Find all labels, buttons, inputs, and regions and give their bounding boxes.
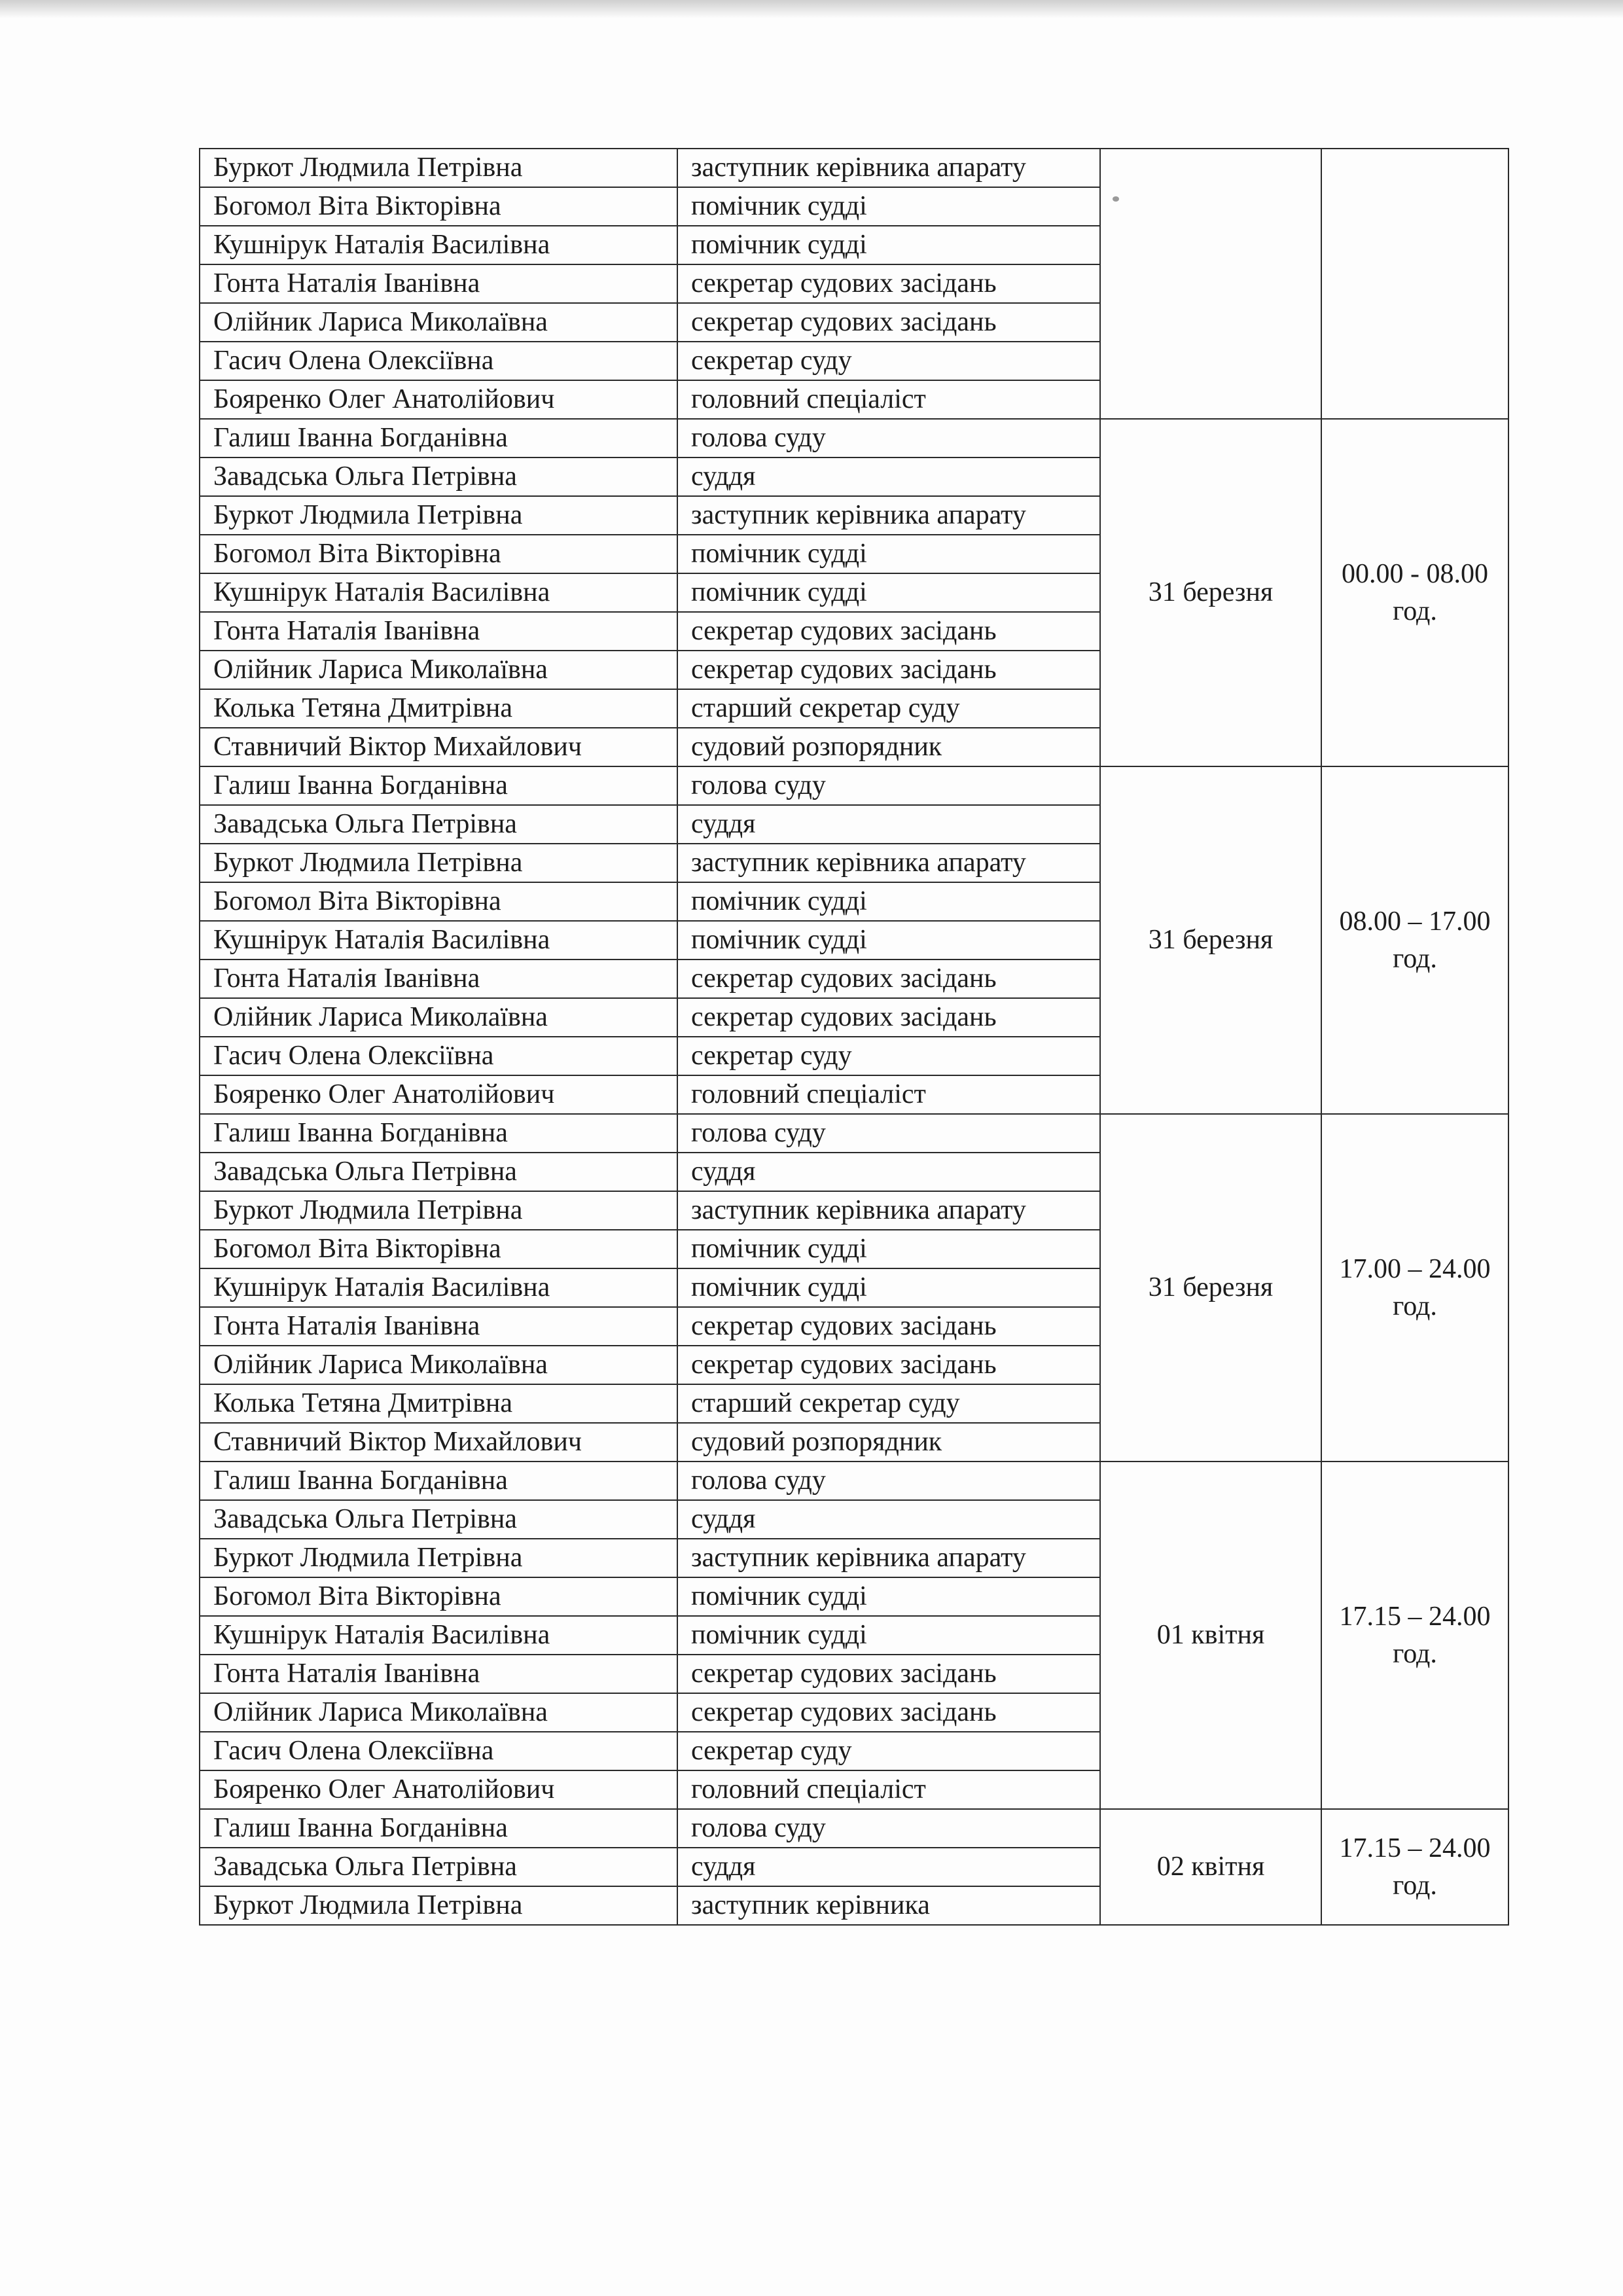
table-row: [200, 1462, 1508, 1500]
duty-time-cell: 08.00 – 17.00 год.: [1321, 766, 1508, 1114]
position-cell: головний спеціаліст: [677, 380, 1100, 419]
position-cell: секретар суду: [677, 1732, 1100, 1770]
position-cell: секретар судових засідань: [677, 960, 1100, 998]
position-cell: секретар судових засідань: [677, 303, 1100, 342]
employee-name-cell: Колька Тетяна Дмитрівна: [200, 689, 677, 728]
position-cell: помічник судді: [677, 535, 1100, 573]
employee-name-cell: Буркот Людмила Петрівна: [200, 844, 677, 882]
employee-name-cell: Галиш Іванна Богданівна: [200, 1462, 677, 1500]
employee-name-cell: Олійник Лариса Миколаївна: [200, 1346, 677, 1384]
position-cell: старший секретар суду: [677, 689, 1100, 728]
position-cell: помічник судді: [677, 1577, 1100, 1616]
position-cell: суддя: [677, 1500, 1100, 1539]
position-cell: суддя: [677, 1153, 1100, 1191]
employee-name-cell: Буркот Людмила Петрівна: [200, 1886, 677, 1925]
position-cell: судовий розпорядник: [677, 1423, 1100, 1462]
position-cell: помічник судді: [677, 1268, 1100, 1307]
position-cell: помічник судді: [677, 882, 1100, 921]
position-cell: голова суду: [677, 419, 1100, 457]
position-cell: головний спеціаліст: [677, 1075, 1100, 1114]
position-cell: помічник судді: [677, 573, 1100, 612]
position-cell: секретар судових засідань: [677, 1346, 1100, 1384]
position-cell: секретар судових засідань: [677, 612, 1100, 651]
position-cell: суддя: [677, 1848, 1100, 1886]
position-cell: заступник керівника апарату: [677, 149, 1100, 187]
position-cell: секретар судових засідань: [677, 1307, 1100, 1346]
employee-name-cell: Гонта Наталія Іванівна: [200, 264, 677, 303]
employee-name-cell: Буркот Людмила Петрівна: [200, 496, 677, 535]
roster-body: [200, 149, 1508, 1925]
employee-name-cell: Олійник Лариса Миколаївна: [200, 651, 677, 689]
table-row: [200, 1809, 1508, 1848]
table-row: [200, 1114, 1508, 1153]
table-row: [200, 419, 1508, 457]
employee-name-cell: Гасич Олена Олексіївна: [200, 1732, 677, 1770]
position-cell: суддя: [677, 805, 1100, 844]
employee-name-cell: Олійник Лариса Миколаївна: [200, 303, 677, 342]
position-cell: помічник судді: [677, 921, 1100, 960]
employee-name-cell: Кушнірук Наталія Василівна: [200, 226, 677, 264]
position-cell: помічник судді: [677, 187, 1100, 226]
position-cell: помічник судді: [677, 226, 1100, 264]
duty-time-cell: [1321, 149, 1508, 419]
position-cell: секретар судових засідань: [677, 1693, 1100, 1732]
employee-name-cell: Гонта Наталія Іванівна: [200, 1307, 677, 1346]
employee-name-cell: Галиш Іванна Богданівна: [200, 766, 677, 805]
employee-name-cell: Завадська Ольга Петрівна: [200, 1153, 677, 1191]
table-row: [200, 766, 1508, 805]
employee-name-cell: Буркот Людмила Петрівна: [200, 149, 677, 187]
duty-roster-table: [199, 148, 1509, 1926]
employee-name-cell: Колька Тетяна Дмитрівна: [200, 1384, 677, 1423]
employee-name-cell: Богомол Віта Вікторівна: [200, 882, 677, 921]
employee-name-cell: Галиш Іванна Богданівна: [200, 419, 677, 457]
employee-name-cell: Кушнірук Наталія Василівна: [200, 573, 677, 612]
position-cell: секретар судових засідань: [677, 1655, 1100, 1693]
employee-name-cell: Гонта Наталія Іванівна: [200, 1655, 677, 1693]
position-cell: голова суду: [677, 1809, 1100, 1848]
employee-name-cell: Богомол Віта Вікторівна: [200, 1577, 677, 1616]
employee-name-cell: Гонта Наталія Іванівна: [200, 612, 677, 651]
position-cell: помічник судді: [677, 1616, 1100, 1655]
employee-name-cell: Гонта Наталія Іванівна: [200, 960, 677, 998]
duty-date-cell: 31 березня: [1100, 1114, 1321, 1462]
scan-edge-shadow: [0, 0, 1623, 18]
position-cell: заступник керівника апарату: [677, 844, 1100, 882]
position-cell: секретар суду: [677, 342, 1100, 380]
position-cell: заступник керівника апарату: [677, 1191, 1100, 1230]
duty-date-cell: [1100, 149, 1321, 419]
position-cell: заступник керівника апарату: [677, 496, 1100, 535]
employee-name-cell: Олійник Лариса Миколаївна: [200, 998, 677, 1037]
position-cell: судовий розпорядник: [677, 728, 1100, 766]
employee-name-cell: Бояренко Олег Анатолійович: [200, 1770, 677, 1809]
employee-name-cell: Ставничий Віктор Михайлович: [200, 728, 677, 766]
duty-time-cell: 17.15 – 24.00 год.: [1321, 1462, 1508, 1809]
position-cell: заступник керівника апарату: [677, 1539, 1100, 1577]
position-cell: суддя: [677, 457, 1100, 496]
duty-date-cell: 01 квітня: [1100, 1462, 1321, 1809]
position-cell: старший секретар суду: [677, 1384, 1100, 1423]
position-cell: помічник судді: [677, 1230, 1100, 1268]
duty-date-cell: 31 березня: [1100, 419, 1321, 766]
position-cell: голова суду: [677, 1462, 1100, 1500]
employee-name-cell: Богомол Віта Вікторівна: [200, 535, 677, 573]
position-cell: секретар судових засідань: [677, 651, 1100, 689]
duty-date-cell: 31 березня: [1100, 766, 1321, 1114]
employee-name-cell: Олійник Лариса Миколаївна: [200, 1693, 677, 1732]
position-cell: голова суду: [677, 766, 1100, 805]
employee-name-cell: Завадська Ольга Петрівна: [200, 1500, 677, 1539]
employee-name-cell: Буркот Людмила Петрівна: [200, 1191, 677, 1230]
employee-name-cell: Кушнірук Наталія Василівна: [200, 1616, 677, 1655]
employee-name-cell: Буркот Людмила Петрівна: [200, 1539, 677, 1577]
employee-name-cell: Ставничий Віктор Михайлович: [200, 1423, 677, 1462]
employee-name-cell: Богомол Віта Вікторівна: [200, 187, 677, 226]
position-cell: секретар судових засідань: [677, 264, 1100, 303]
position-cell: секретар суду: [677, 1037, 1100, 1075]
employee-name-cell: Бояренко Олег Анатолійович: [200, 380, 677, 419]
position-cell: секретар судових засідань: [677, 998, 1100, 1037]
employee-name-cell: Кушнірук Наталія Василівна: [200, 921, 677, 960]
employee-name-cell: Гасич Олена Олексіївна: [200, 342, 677, 380]
employee-name-cell: Богомол Віта Вікторівна: [200, 1230, 677, 1268]
duty-time-cell: 17.00 – 24.00 год.: [1321, 1114, 1508, 1462]
employee-name-cell: Кушнірук Наталія Василівна: [200, 1268, 677, 1307]
position-cell: голова суду: [677, 1114, 1100, 1153]
duty-time-cell: 00.00 - 08.00 год.: [1321, 419, 1508, 766]
table-row: [200, 149, 1508, 187]
employee-name-cell: Завадська Ольга Петрівна: [200, 457, 677, 496]
employee-name-cell: Гасич Олена Олексіївна: [200, 1037, 677, 1075]
employee-name-cell: Галиш Іванна Богданівна: [200, 1809, 677, 1848]
employee-name-cell: Бояренко Олег Анатолійович: [200, 1075, 677, 1114]
position-cell: заступник керівника: [677, 1886, 1100, 1925]
employee-name-cell: Завадська Ольга Петрівна: [200, 805, 677, 844]
duty-date-cell: 02 квітня: [1100, 1809, 1321, 1925]
employee-name-cell: Галиш Іванна Богданівна: [200, 1114, 677, 1153]
employee-name-cell: Завадська Ольга Петрівна: [200, 1848, 677, 1886]
position-cell: головний спеціаліст: [677, 1770, 1100, 1809]
duty-time-cell: 17.15 – 24.00 год.: [1321, 1809, 1508, 1925]
